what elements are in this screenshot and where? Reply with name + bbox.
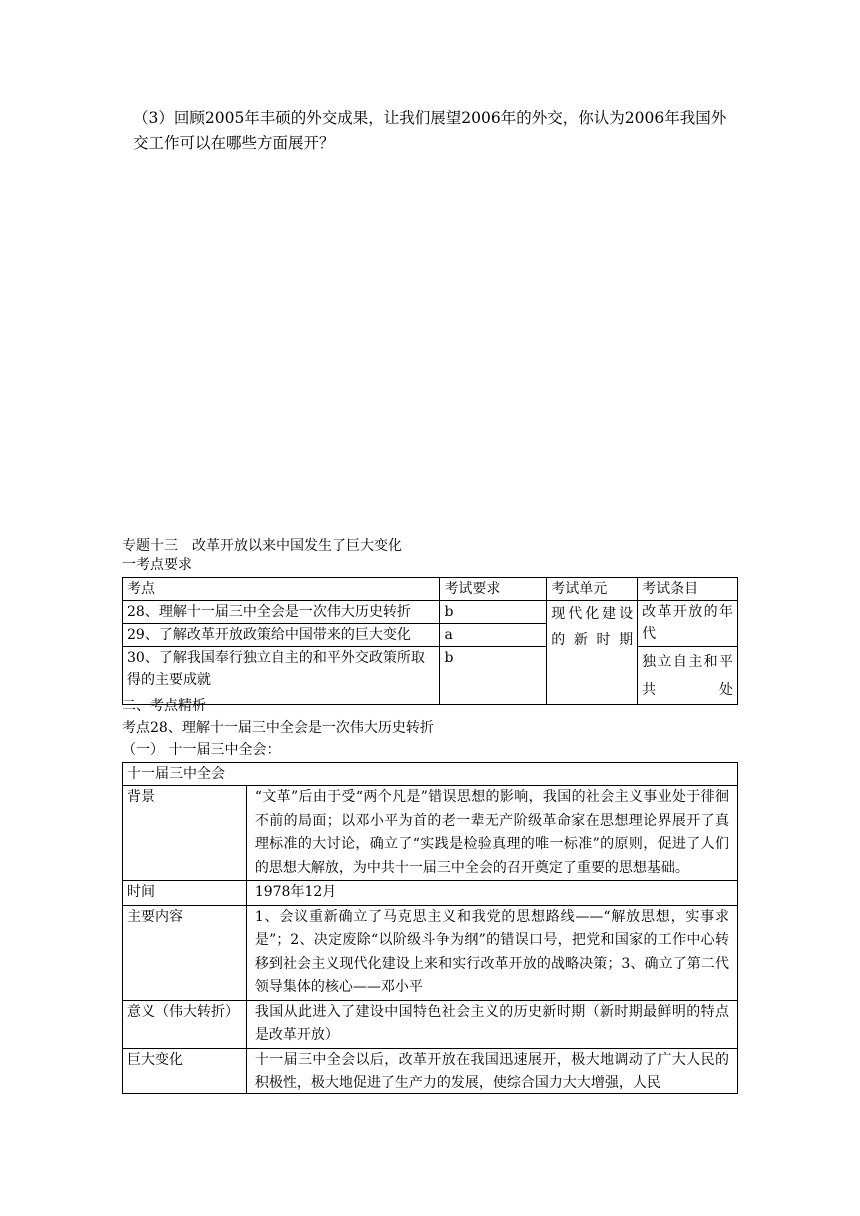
exam-item-cell: 独立自主和平共处: [638, 647, 738, 705]
table-header-row: [123, 578, 738, 601]
row-content: 我国从此进入了建设中国特色社会主义的历史新时期（新时期最鲜明的特点是改革开放）: [246, 1000, 737, 1048]
question-3: （3）回顾2005年丰硕的外交成果，让我们展望2006年的外交，你认为2006年我国外交工作可以在哪些方面展开？: [133, 109, 727, 152]
header-cell: 考试单元: [547, 578, 638, 601]
subsection-heading: （一） 十一届三中全会：: [122, 742, 281, 758]
row-label: 巨大变化: [123, 1048, 247, 1093]
header-cell: 考点: [123, 578, 440, 601]
table-row: [123, 647, 738, 705]
requirement-cell: b: [440, 647, 547, 705]
plenum-table: [122, 762, 738, 1094]
row-label: 背景: [123, 786, 247, 881]
topic-title: 专题十三 改革开放以来中国发生了巨大变化: [122, 538, 402, 554]
exam-point-cell: 29、了解改革开放政策给中国带来的巨大变化: [123, 624, 440, 647]
table-title-row: [123, 763, 738, 786]
requirement-cell: a: [440, 624, 547, 647]
row-label: 意义（伟大转折）: [123, 1000, 247, 1048]
exam-point-cell: 30、了解我国奉行独立自主的和平外交政策所取得的主要成就: [123, 647, 440, 705]
table-row: [123, 905, 738, 1000]
exam-point-cell: 28、理解十一届三中全会是一次伟大历史转折: [123, 601, 440, 624]
section-heading-analysis: 二、考点精析: [122, 698, 206, 714]
table-row: [123, 1048, 738, 1093]
table-row: [123, 786, 738, 881]
table-row: [123, 1000, 738, 1048]
section-heading-requirements: 一考点要求: [122, 557, 192, 573]
requirement-cell: b: [440, 601, 547, 624]
row-label: 时间: [123, 881, 247, 906]
point-28-heading: 考点28、理解十一届三中全会是一次伟大历史转折: [122, 720, 434, 736]
header-cell: 考试要求: [440, 578, 547, 601]
row-label: 主要内容: [123, 905, 247, 1000]
header-cell: 考试条目: [638, 578, 738, 601]
exam-unit-cell: 现代化建设的新时期: [547, 601, 638, 705]
table-title-cell: 十一届三中全会: [123, 763, 738, 786]
exam-item-cell: 改革开放的年代: [638, 601, 738, 647]
row-content: 1978年12月: [246, 881, 737, 906]
table-row: [123, 601, 738, 624]
row-content: “文革”后由于受“两个凡是”错误思想的影响，我国的社会主义事业处于徘徊不前的局面；以邓小平为首的老一辈无产阶级革命家在思想理论界展开了真理标准的大讨论，确立了“实践是检验真理的唯一标准”的原则，促进了人们的思想大解放，为中共十一届三中全会的召开奠定了重要的思想基础。: [246, 786, 737, 881]
requirements-table: [122, 577, 738, 705]
row-content: 十一届三中全会以后，改革开放在我国迅速展开，极大地调动了广大人民的积极性，极大地促进了生产力的发展，使综合国力大大增强，人民: [254, 1051, 729, 1091]
table-row: [123, 881, 738, 906]
row-content: 1、会议重新确立了马克思主义和我党的思想路线——“解放思想，实事求是”；2、决定废除“以阶级斗争为纲”的错误口号，把党和国家的工作中心转移到社会主义现代化建设上来和实行改革开放的战略决策；3、确立了第二代领导集体的核心——邓小平: [246, 905, 737, 1000]
